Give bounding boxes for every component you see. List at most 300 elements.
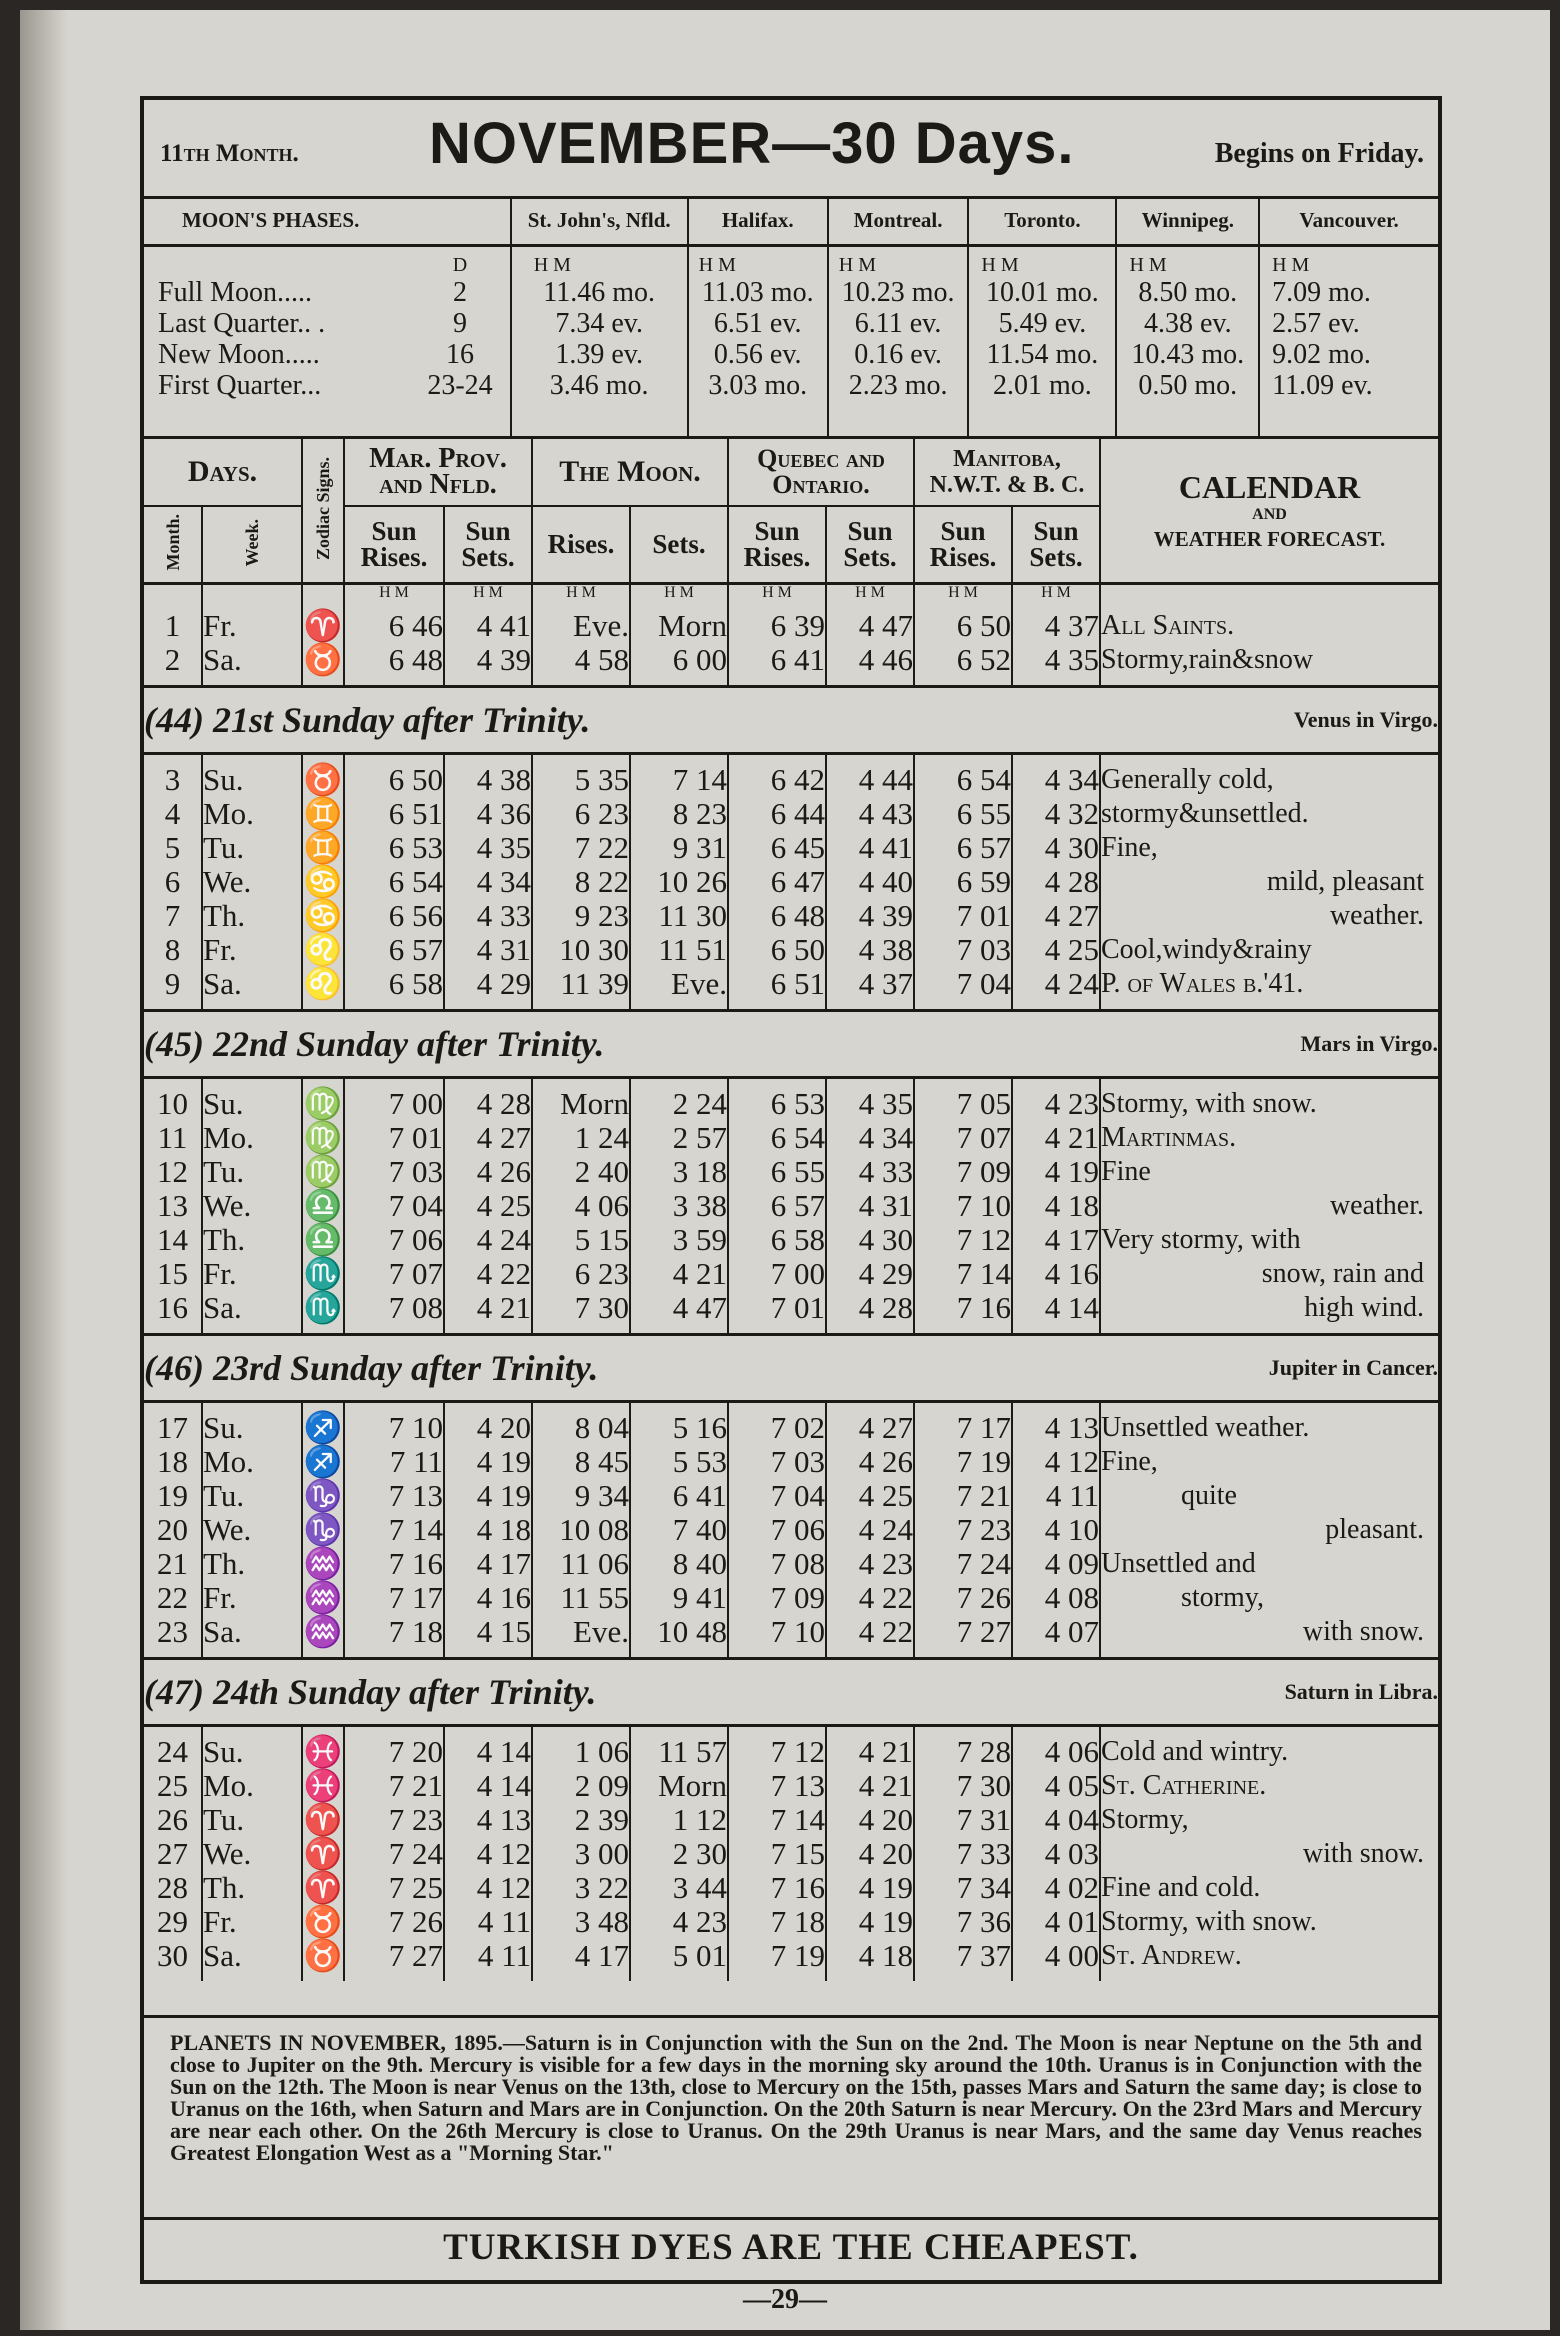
phase-time: 1.39 ev.	[555, 339, 643, 370]
zodiac-sign: ♒	[303, 1580, 343, 1615]
day-of-month: 6	[164, 864, 181, 899]
day-row	[144, 933, 1438, 967]
mar-sun-set: 4 36	[444, 797, 532, 831]
phase-time: 6.11 ev.	[854, 308, 942, 339]
sunday-title: (46) 23rd Sunday after Trinity.	[144, 1335, 914, 1402]
day-of-week: Th.	[202, 1223, 302, 1257]
zodiac-sign: ♐	[303, 1410, 343, 1445]
planets-note: PLANETS IN NOVEMBER, 1895.—Saturn is in Conjunction with the Sun on the 2nd. The Moon is near Neptune on the 5th and close to Jupiter on the 9th. Mercury is visible for a few days in the morning sky around the 10th. Uranus is in Conjunction with the Sun on the 12th. The Moon is near Venus on the 13th, close to Mercury on the 15th, passes Mars and Saturn the same day; is close to Uranus on the 16th, when Saturn and Mars are in Conjunction. On the 20th Saturn is near Mercury. On the 23rd Mars and Mercury are near each other. On the 26th Mercury is close to Uranus. On the 29th Uranus is near Mars, and the same day Venus reaches Greatest Elongation West as a "Morning Star."	[144, 2015, 1438, 2220]
manitoba-sun-set: 4 04	[1012, 1803, 1100, 1837]
week-col-header: Week.	[242, 518, 262, 566]
day-of-week: Fr.	[202, 1905, 302, 1939]
day-of-month: 11	[157, 1120, 188, 1155]
phase-name: First Quarter...	[158, 370, 322, 401]
moon-set: 5 16	[630, 1411, 728, 1445]
city-name: Halifax.	[689, 196, 827, 247]
forecast-entry: mild, pleasant	[1100, 865, 1438, 899]
mar-sun-rise: 7 24	[344, 1837, 444, 1871]
moon-rise: 2 40	[532, 1155, 630, 1189]
mar-sun-set: 4 17	[444, 1547, 532, 1581]
hm-label-row	[144, 584, 1438, 602]
mar-sun-set: 4 14	[444, 1735, 532, 1769]
moon-rise: 11 06	[532, 1547, 630, 1581]
manitoba-sun-rise: 7 12	[914, 1223, 1012, 1257]
manitoba-sun-rise: 6 55	[914, 797, 1012, 831]
manitoba-sun-rise: 7 09	[914, 1155, 1012, 1189]
hm-label: H M	[914, 584, 1012, 602]
zodiac-sign: ♍	[303, 1086, 343, 1121]
manitoba-sun-set: 4 16	[1012, 1257, 1100, 1291]
moon-set: 3 18	[630, 1155, 728, 1189]
manitoba-sun-rise: 7 27	[914, 1615, 1012, 1649]
city-name: St. John's, Nfld.	[512, 196, 687, 247]
day-of-week: Fr.	[202, 1581, 302, 1615]
day-of-month: 16	[157, 1290, 188, 1325]
city-name: Winnipeg.	[1117, 196, 1258, 247]
moon-rise: 6 23	[532, 1257, 630, 1291]
mar-sun-set: 4 24	[444, 1223, 532, 1257]
quebec-sun-rise: 6 41	[728, 643, 826, 677]
mar-sun-set: 4 41	[444, 609, 532, 643]
mar-sun-set: 4 11	[444, 1939, 532, 1973]
day-of-month: 22	[157, 1580, 188, 1615]
moon-set: 4 47	[630, 1291, 728, 1325]
day-of-week: Fr.	[202, 933, 302, 967]
forecast-entry: P. of Wales b.'41.	[1100, 967, 1438, 1001]
mar-sun-rise: 6 51	[344, 797, 444, 831]
phase-name: New Moon.....	[158, 339, 320, 370]
moon-rise: 4 17	[532, 1939, 630, 1973]
sun-sets-header: Sun Sets.	[1012, 506, 1100, 584]
mar-sun-set: 4 35	[444, 831, 532, 865]
daily-rows	[144, 584, 1438, 1982]
quebec-sun-set: 4 21	[826, 1769, 914, 1803]
forecast-entry: Fine	[1100, 1155, 1438, 1189]
moon-rise: 6 23	[532, 797, 630, 831]
quebec-sun-rise: 6 58	[728, 1223, 826, 1257]
quebec-sun-set: 4 25	[826, 1479, 914, 1513]
day-row	[144, 1257, 1438, 1291]
zodiac-sign: ♉	[303, 642, 343, 677]
forecast-entry: Cold and wintry.	[1100, 1735, 1438, 1769]
quebec-sun-set: 4 34	[826, 1121, 914, 1155]
moon-rise: 5 35	[532, 763, 630, 797]
mar-sun-set: 4 12	[444, 1871, 532, 1905]
forecast-entry: Cool,windy&rainy	[1100, 933, 1438, 967]
quebec-sun-set: 4 20	[826, 1837, 914, 1871]
manitoba-header: Manitoba, N.W.T. & B. C.	[914, 438, 1100, 506]
phase-time: 2.57 ev.	[1272, 308, 1360, 339]
phase-time: 8.50 mo.	[1138, 277, 1238, 308]
moon-header: The Moon.	[532, 438, 728, 506]
mar-sun-rise: 7 01	[344, 1121, 444, 1155]
month-title: NOVEMBER—30 Days.	[429, 111, 1075, 176]
day-of-month: 5	[164, 830, 181, 865]
phase-time: 5.49 ev.	[998, 308, 1087, 339]
moon-set: 3 38	[630, 1189, 728, 1223]
mar-sun-rise: 6 54	[344, 865, 444, 899]
and-header: AND	[1252, 505, 1287, 523]
moon-rise: Eve.	[532, 1615, 630, 1649]
moon-rise: 1 24	[532, 1121, 630, 1155]
phase-time: 2.23 mo.	[848, 370, 948, 401]
phase-day: 2	[453, 277, 467, 308]
moon-set: 1 12	[630, 1803, 728, 1837]
day-row	[144, 1121, 1438, 1155]
moon-sets-header: Sets.	[630, 506, 728, 584]
forecast-entry: Stormy,rain&snow	[1100, 643, 1438, 677]
quebec-sun-set: 4 21	[826, 1735, 914, 1769]
day-of-month: 27	[157, 1836, 188, 1871]
moon-set: 9 31	[630, 831, 728, 865]
zodiac-sign: ♍	[303, 1120, 343, 1155]
manitoba-sun-rise: 6 57	[914, 831, 1012, 865]
moon-rise: 3 22	[532, 1871, 630, 1905]
mar-sun-rise: 7 21	[344, 1769, 444, 1803]
day-of-month: 12	[157, 1154, 188, 1189]
manitoba-sun-rise: 7 17	[914, 1411, 1012, 1445]
mar-sun-set: 4 12	[444, 1837, 532, 1871]
day-row	[144, 899, 1438, 933]
manitoba-sun-set: 4 08	[1012, 1581, 1100, 1615]
phase-time: 10.01 mo.	[986, 277, 1099, 308]
forecast-entry: Fine,	[1100, 1445, 1438, 1479]
city-name: Vancouver.	[1260, 196, 1438, 247]
forecast-entry: St. Catherine.	[1100, 1769, 1438, 1803]
zodiac-sign: ♍	[303, 1154, 343, 1189]
moon-set: 5 01	[630, 1939, 728, 1973]
day-of-week: Mo.	[202, 797, 302, 831]
day-of-week: Su.	[202, 1411, 302, 1445]
day-of-week: Mo.	[202, 1121, 302, 1155]
manitoba-sun-rise: 7 30	[914, 1769, 1012, 1803]
almanac-page	[20, 10, 1550, 2330]
zodiac-sign: ♓	[303, 1734, 343, 1769]
city-name: Toronto.	[969, 196, 1115, 247]
manitoba-sun-set: 4 28	[1012, 865, 1100, 899]
mar-sun-set: 4 16	[444, 1581, 532, 1615]
sun-rises-header: Sun Rises.	[728, 506, 826, 584]
moon-set: 4 21	[630, 1257, 728, 1291]
day-row	[144, 1291, 1438, 1325]
moon-rise: 11 39	[532, 967, 630, 1001]
moon-phases-heading: MOON'S PHASES.	[144, 196, 510, 247]
phase-day: 23-24	[427, 370, 493, 401]
day-of-month: 3	[164, 762, 181, 797]
mar-sun-set: 4 14	[444, 1769, 532, 1803]
day-of-month: 24	[157, 1734, 188, 1769]
sun-rises-header: Sun Rises.	[344, 506, 444, 584]
quebec-sun-rise: 6 51	[728, 967, 826, 1001]
quebec-sun-rise: 7 19	[728, 1939, 826, 1973]
manitoba-sun-set: 4 30	[1012, 831, 1100, 865]
zodiac-sign: ♈	[303, 1802, 343, 1837]
manitoba-sun-rise: 7 23	[914, 1513, 1012, 1547]
quebec-sun-set: 4 29	[826, 1257, 914, 1291]
forecast-entry: Fine and cold.	[1100, 1871, 1438, 1905]
moon-rise: 9 34	[532, 1479, 630, 1513]
moon-rise: 10 30	[532, 933, 630, 967]
manitoba-sun-set: 4 00	[1012, 1939, 1100, 1973]
quebec-sun-set: 4 20	[826, 1803, 914, 1837]
manitoba-sun-set: 4 21	[1012, 1121, 1100, 1155]
mar-sun-rise: 7 26	[344, 1905, 444, 1939]
day-row	[144, 1769, 1438, 1803]
phase-time: 7.09 mo.	[1272, 277, 1371, 308]
moon-set: 11 51	[630, 933, 728, 967]
moon-set: 7 14	[630, 763, 728, 797]
day-of-month: 28	[157, 1870, 188, 1905]
zodiac-sign: ♌	[303, 966, 343, 1001]
sunday-title: (47) 24th Sunday after Trinity.	[144, 1659, 914, 1726]
page-number: —29—	[743, 2284, 827, 2315]
mar-sun-set: 4 20	[444, 1411, 532, 1445]
zodiac-sign: ♊	[303, 796, 343, 831]
moon-rise: 5 15	[532, 1223, 630, 1257]
moon-rise: 3 48	[532, 1905, 630, 1939]
moon-rises-header: Rises.	[532, 506, 630, 584]
quebec-sun-rise: 7 14	[728, 1803, 826, 1837]
phase-day: 16	[446, 339, 474, 370]
manitoba-sun-set: 4 09	[1012, 1547, 1100, 1581]
forecast-entry: snow, rain and	[1100, 1257, 1438, 1291]
quebec-sun-set: 4 26	[826, 1445, 914, 1479]
moon-set: 6 41	[630, 1479, 728, 1513]
mar-sun-rise: 7 13	[344, 1479, 444, 1513]
phase-time: 0.50 mo.	[1138, 370, 1238, 401]
day-of-week: Mo.	[202, 1769, 302, 1803]
quebec-sun-rise: 6 53	[728, 1087, 826, 1121]
hm-header: H M	[1129, 254, 1167, 276]
day-row	[144, 1939, 1438, 1973]
quebec-sun-rise: 6 54	[728, 1121, 826, 1155]
manitoba-sun-set: 4 27	[1012, 899, 1100, 933]
day-row	[144, 1445, 1438, 1479]
day-of-month: 7	[164, 898, 181, 933]
quebec-sun-rise: 7 09	[728, 1581, 826, 1615]
page-spine	[20, 10, 68, 2330]
mar-sun-rise: 7 04	[344, 1189, 444, 1223]
day-row	[144, 1223, 1438, 1257]
phase-time: 2.01 mo.	[993, 370, 1092, 401]
mar-sun-rise: 6 57	[344, 933, 444, 967]
mar-sun-set: 4 22	[444, 1257, 532, 1291]
day-of-week: Sa.	[202, 1615, 302, 1649]
moon-phases-table	[144, 196, 1438, 436]
manitoba-sun-set: 4 37	[1012, 609, 1100, 643]
mar-sun-set: 4 38	[444, 763, 532, 797]
manitoba-sun-set: 4 23	[1012, 1087, 1100, 1121]
day-row	[144, 967, 1438, 1001]
moon-set: 10 48	[630, 1615, 728, 1649]
moon-set: 3 44	[630, 1871, 728, 1905]
moon-rise: 2 09	[532, 1769, 630, 1803]
quebec-sun-rise: 6 39	[728, 609, 826, 643]
day-row	[144, 831, 1438, 865]
moon-set: 3 59	[630, 1223, 728, 1257]
day-of-week: Th.	[202, 899, 302, 933]
quebec-sun-rise: 7 08	[728, 1547, 826, 1581]
day-of-week: Mo.	[202, 1445, 302, 1479]
mar-sun-set: 4 19	[444, 1445, 532, 1479]
moon-rise: 4 06	[532, 1189, 630, 1223]
quebec-sun-set: 4 38	[826, 933, 914, 967]
forecast-entry: Unsettled weather.	[1100, 1411, 1438, 1445]
forecast-entry: with snow.	[1100, 1837, 1438, 1871]
quebec-sun-set: 4 43	[826, 797, 914, 831]
phase-time: 4.38 ev.	[1143, 308, 1232, 339]
quebec-sun-rise: 7 10	[728, 1615, 826, 1649]
zodiac-sign: ♋	[303, 864, 343, 899]
day-row	[144, 1581, 1438, 1615]
day-of-week: Su.	[202, 1735, 302, 1769]
sun-sets-header: Sun Sets.	[444, 506, 532, 584]
sunday-heading-row	[144, 687, 1438, 754]
quebec-sun-rise: 7 02	[728, 1411, 826, 1445]
quebec-sun-set: 4 23	[826, 1547, 914, 1581]
day-of-month: 10	[157, 1086, 188, 1121]
moon-set: Eve.	[630, 967, 728, 1001]
quebec-sun-rise: 7 18	[728, 1905, 826, 1939]
quebec-sun-rise: 6 45	[728, 831, 826, 865]
phase-time: 0.56 ev.	[713, 339, 802, 370]
month-header	[144, 100, 1438, 199]
zodiac-sign: ♈	[303, 1836, 343, 1871]
quebec-sun-set: 4 22	[826, 1615, 914, 1649]
quebec-sun-rise: 6 47	[728, 865, 826, 899]
zodiac-sign: ♓	[303, 1768, 343, 1803]
manitoba-sun-rise: 7 14	[914, 1257, 1012, 1291]
daily-table	[144, 436, 1438, 1981]
sunday-heading-row	[144, 1659, 1438, 1726]
hm-label: H M	[728, 584, 826, 602]
zodiac-sign: ♏	[303, 1290, 343, 1325]
mar-sun-set: 4 31	[444, 933, 532, 967]
manitoba-sun-rise: 6 59	[914, 865, 1012, 899]
planet-note: Mars in Virgo.	[914, 1011, 1438, 1078]
mar-sun-set: 4 15	[444, 1615, 532, 1649]
manitoba-sun-rise: 7 34	[914, 1871, 1012, 1905]
day-of-month: 30	[157, 1938, 188, 1973]
day-row	[144, 1411, 1438, 1445]
manitoba-sun-rise: 6 50	[914, 609, 1012, 643]
day-row	[144, 1087, 1438, 1121]
moon-set: 9 41	[630, 1581, 728, 1615]
moon-set: 8 40	[630, 1547, 728, 1581]
quebec-sun-set: 4 47	[826, 609, 914, 643]
forecast-entry: Martinmas.	[1100, 1121, 1438, 1155]
hm-label: H M	[630, 584, 728, 602]
quebec-sun-set: 4 22	[826, 1581, 914, 1615]
moon-rise: 4 58	[532, 643, 630, 677]
quebec-sun-rise: 7 04	[728, 1479, 826, 1513]
manitoba-sun-set: 4 02	[1012, 1871, 1100, 1905]
sun-rises-header: Sun Rises.	[914, 506, 1012, 584]
day-of-week: We.	[202, 865, 302, 899]
manitoba-sun-set: 4 19	[1012, 1155, 1100, 1189]
manitoba-sun-rise: 7 01	[914, 899, 1012, 933]
manitoba-sun-rise: 7 21	[914, 1479, 1012, 1513]
forecast-entry: All Saints.	[1100, 609, 1438, 643]
quebec-sun-set: 4 18	[826, 1939, 914, 1973]
calendar-frame	[140, 96, 1442, 2284]
mar-sun-set: 4 29	[444, 967, 532, 1001]
day-of-month: 1	[164, 608, 181, 643]
zodiac-sign: ♋	[303, 898, 343, 933]
manitoba-sun-set: 4 32	[1012, 797, 1100, 831]
day-of-month: 18	[157, 1444, 188, 1479]
forecast-entry: with snow.	[1100, 1615, 1438, 1649]
mar-sun-rise: 7 17	[344, 1581, 444, 1615]
mar-sun-set: 4 25	[444, 1189, 532, 1223]
sunday-title: (44) 21st Sunday after Trinity.	[144, 687, 914, 754]
mar-sun-rise: 7 11	[344, 1445, 444, 1479]
day-of-month: 4	[164, 796, 181, 831]
planet-note: Venus in Virgo.	[914, 687, 1438, 754]
manitoba-sun-rise: 7 33	[914, 1837, 1012, 1871]
manitoba-sun-set: 4 11	[1012, 1479, 1100, 1513]
day-of-week: Su.	[202, 763, 302, 797]
moon-rise: 9 23	[532, 899, 630, 933]
zodiac-sign: ♉	[303, 1904, 343, 1939]
moon-rise: Morn	[532, 1087, 630, 1121]
phase-time: 7.34 ev.	[555, 308, 643, 339]
mar-sun-rise: 7 10	[344, 1411, 444, 1445]
zodiac-sign: ♊	[303, 830, 343, 865]
mar-sun-rise: 7 00	[344, 1087, 444, 1121]
hm-header: H M	[698, 254, 736, 276]
moon-set: 11 30	[630, 899, 728, 933]
moon-rise: 2 39	[532, 1803, 630, 1837]
day-row	[144, 1189, 1438, 1223]
day-of-week: Th.	[202, 1547, 302, 1581]
day-of-week: Sa.	[202, 1291, 302, 1325]
phase-time: 3.46 mo.	[549, 370, 649, 401]
hm-header: H M	[981, 254, 1019, 276]
moon-rise: 8 04	[532, 1411, 630, 1445]
manitoba-sun-set: 4 05	[1012, 1769, 1100, 1803]
day-of-month: 26	[157, 1802, 188, 1837]
manitoba-sun-set: 4 07	[1012, 1615, 1100, 1649]
moon-set: 8 23	[630, 797, 728, 831]
day-col-header: D	[452, 254, 468, 276]
day-of-month: 20	[157, 1512, 188, 1547]
hm-label: H M	[1012, 584, 1100, 602]
mar-sun-set: 4 39	[444, 643, 532, 677]
quebec-sun-rise: 6 48	[728, 899, 826, 933]
day-row	[144, 865, 1438, 899]
day-of-week: Th.	[202, 1871, 302, 1905]
mar-prov-header: Mar. Prov. and Nfld.	[344, 438, 532, 506]
day-of-week: Tu.	[202, 831, 302, 865]
mar-sun-rise: 7 06	[344, 1223, 444, 1257]
forecast-entry: Generally cold,	[1100, 763, 1438, 797]
day-of-month: 8	[164, 932, 181, 967]
manitoba-sun-set: 4 12	[1012, 1445, 1100, 1479]
mar-sun-rise: 7 25	[344, 1871, 444, 1905]
day-row	[144, 1615, 1438, 1649]
quebec-sun-rise: 7 13	[728, 1769, 826, 1803]
quebec-sun-set: 4 19	[826, 1905, 914, 1939]
moon-rise: 7 30	[532, 1291, 630, 1325]
zodiac-sign: ♐	[303, 1444, 343, 1479]
mar-sun-rise: 6 46	[344, 609, 444, 643]
day-of-month: 21	[157, 1546, 188, 1581]
quebec-sun-set: 4 33	[826, 1155, 914, 1189]
forecast-entry: stormy,	[1100, 1581, 1438, 1615]
day-of-week: Fr.	[202, 609, 302, 643]
quebec-sun-set: 4 44	[826, 763, 914, 797]
